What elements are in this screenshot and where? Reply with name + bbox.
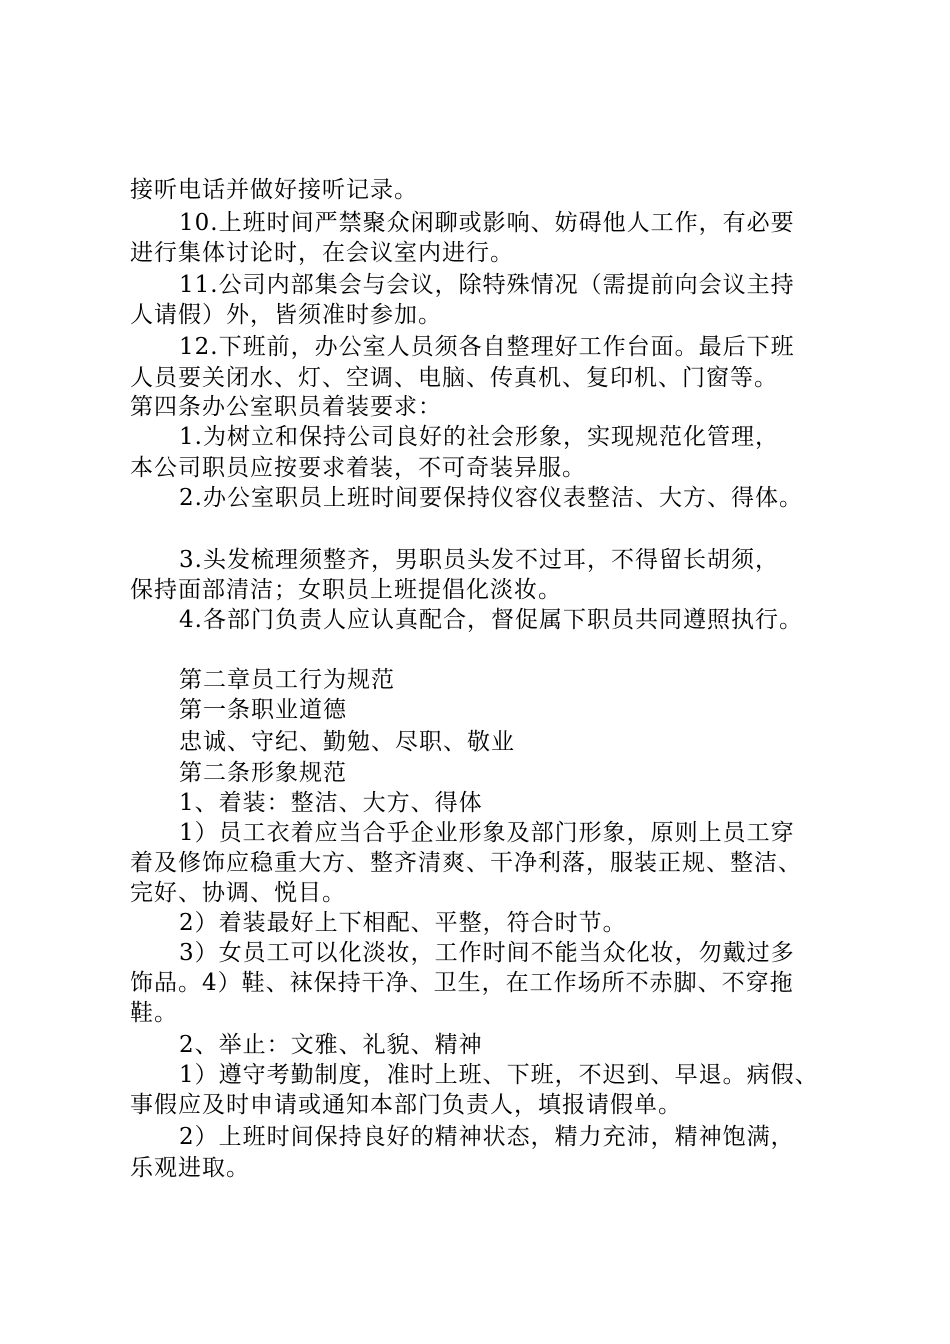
text-line: 10.上班时间严禁聚众闲聊或影响、妨碍他人工作，有必要 [179, 210, 795, 236]
text-line: 1.为树立和保持公司良好的社会形象，实现规范化管理， [179, 424, 779, 450]
text-line: 本公司职员应按要求着装，不可奇装异服。 [130, 455, 586, 481]
text-line: 事假应及时申请或通知本部门负责人，填报请假单。 [130, 1092, 682, 1118]
text-line: 忠诚、守纪、勤勉、尽职、敬业 [179, 729, 515, 755]
chapter-heading: 第二章员工行为规范 [179, 667, 395, 693]
text-line: 着及修饰应稳重大方、整齐清爽、干净利落，服装正规、整洁、 [130, 850, 802, 876]
text-line: 接听电话并做好接听记录。 [130, 177, 418, 203]
text-line: 1）遵守考勤制度，准时上班、下班，不迟到、早退。病假、 [179, 1062, 819, 1088]
text-line: 人请假）外，皆须准时参加。 [130, 302, 442, 328]
text-line: 饰品。4）鞋、袜保持干净、卫生，在工作场所不赤脚、不穿拖 [130, 970, 794, 996]
text-line: 4.各部门负责人应认真配合，督促属下职员共同遵照执行。 [179, 607, 803, 633]
text-line: 2.办公室职员上班时间要保持仪容仪表整洁、大方、得体。 [179, 485, 803, 511]
text-line: 11.公司内部集会与会议，除特殊情况（需提前向会议主持 [179, 272, 795, 298]
text-line: 12.下班前，办公室人员须各自整理好工作台面。最后下班 [179, 334, 795, 360]
section-heading: 第四条办公室职员着装要求： [130, 394, 442, 420]
text-line: 3.头发梳理须整齐，男职员头发不过耳，不得留长胡须， [179, 547, 779, 573]
text-line: 完好、协调、悦目。 [130, 880, 346, 906]
text-line: 人员要关闭水、灯、空调、电脑、传真机、复印机、门窗等。 [130, 365, 778, 391]
text-line: 3）女员工可以化淡妆，工作时间不能当众化妆，勿戴过多 [179, 940, 795, 966]
text-line: 2、举止：文雅、礼貌、精神 [179, 1032, 483, 1058]
text-line: 乐观进取。 [130, 1155, 250, 1181]
text-line: 进行集体讨论时，在会议室内进行。 [130, 240, 514, 266]
text-line: 1、着装：整洁、大方、得体 [179, 790, 483, 816]
text-line: 2）着装最好上下相配、平整，符合时节。 [179, 910, 627, 936]
text-line: 2）上班时间保持良好的精神状态，精力充沛，精神饱满， [179, 1124, 795, 1150]
section-heading: 第一条职业道德 [179, 697, 347, 723]
text-line: 1）员工衣着应当合乎企业形象及部门形象，原则上员工穿 [179, 820, 795, 846]
text-line: 鞋。 [130, 1000, 178, 1026]
text-line: 保持面部清洁；女职员上班提倡化淡妆。 [130, 577, 562, 603]
section-heading: 第二条形象规范 [179, 760, 347, 786]
